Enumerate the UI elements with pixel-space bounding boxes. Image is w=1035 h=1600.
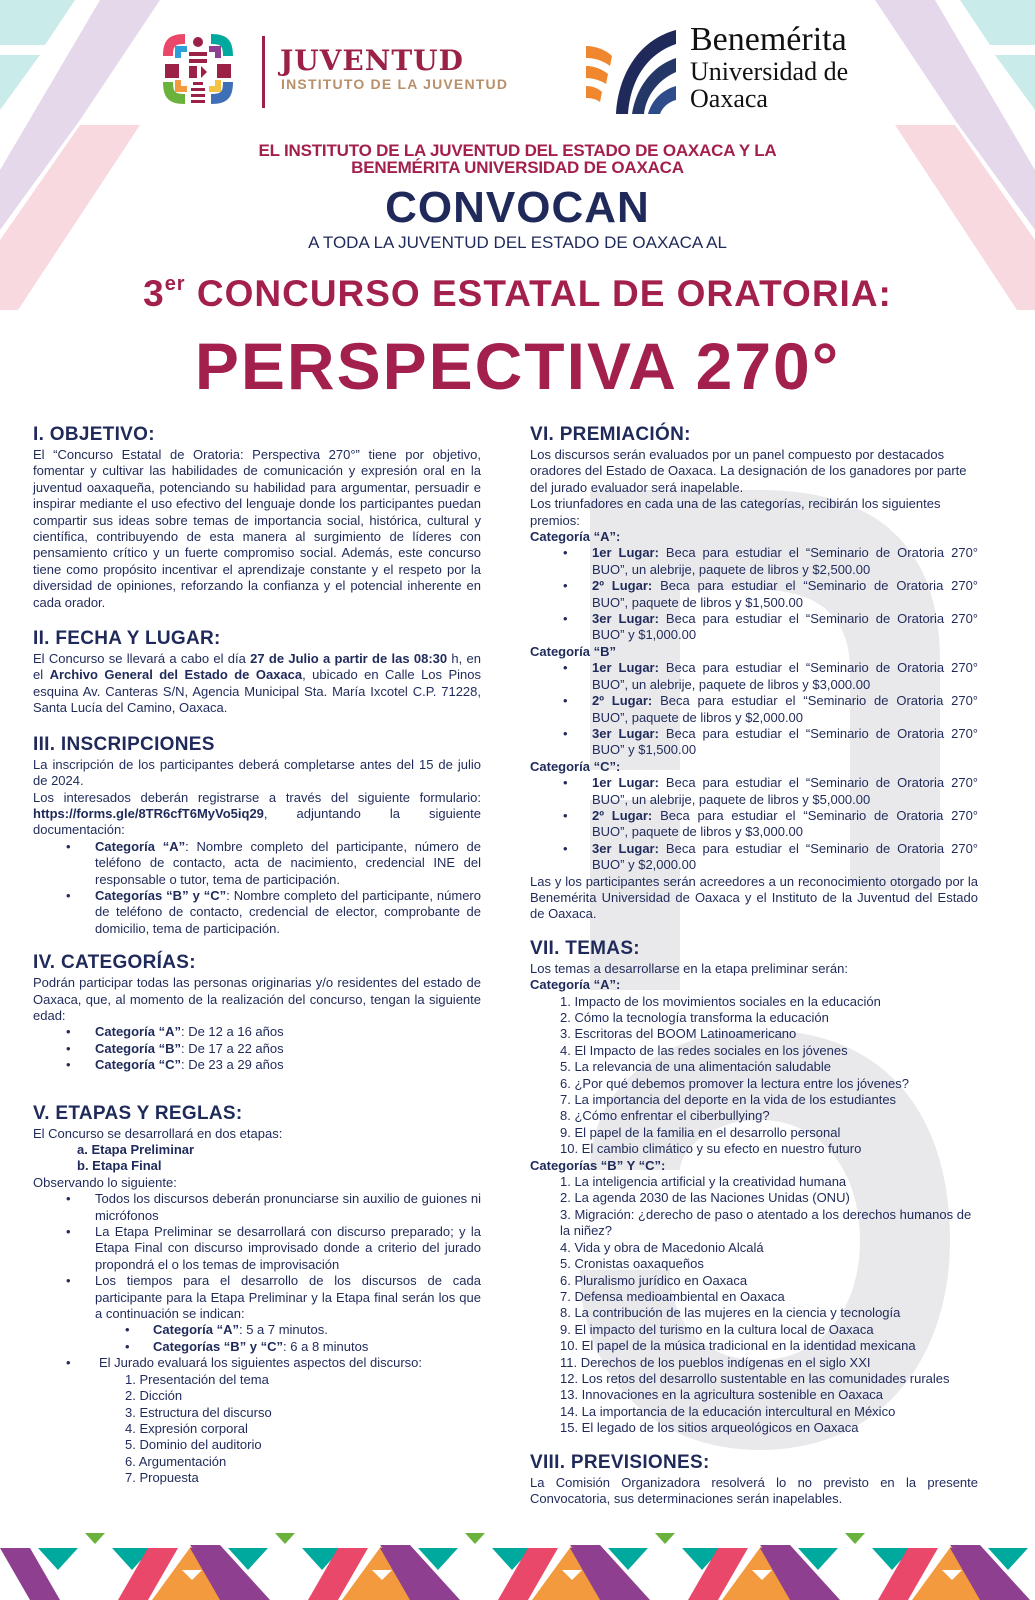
event-venue: Archivo General del Estado de Oaxaca [49, 667, 303, 683]
section-temas [530, 939, 978, 1437]
item-label: Categoría “A” [153, 1322, 239, 1338]
buo-name-line2: Universidad de [690, 56, 849, 86]
prize-category-b: Categoría “B” [530, 643, 616, 659]
edition-suffix: er [164, 273, 186, 295]
section-inscripciones [33, 735, 481, 937]
prize-text: Beca para estudiar el “Seminario de Oratoria 270° BUO”, un alebrije, paquete de libros y $2,500.00 [592, 545, 979, 577]
section-title: VI. PREMIACIÓN: [530, 424, 691, 445]
section-title: VII. TEMAS: [530, 937, 640, 959]
fecha-text-2: h, en el [33, 651, 481, 683]
prize-text: Beca para estudiar el “Seminario de Oratoria 270° BUO” y $2,000.00 [592, 840, 979, 873]
list-item: 10. El cambio climático y su efecto en nuestro futuro [560, 1141, 862, 1157]
item-text: : Nombre completo del participante, número de teléfono de contacto, acta de nacimiento, credencial INE del responsable o tutor, tema de participación. [95, 838, 481, 887]
list-item: a. Etapa Preliminar [77, 1142, 195, 1157]
list-item: 4. Expresión corporal [125, 1420, 248, 1436]
item-text: : Nombre completo del participante, número de teléfono de contacto, credencial de elector, comprobante de domicilio, tema de participación. [95, 887, 481, 936]
header-logos [0, 22, 1035, 122]
list-item: 6. ¿Por qué debemos promover la lectura entre los jóvenes? [560, 1075, 910, 1091]
list-item [530, 726, 978, 759]
time-limits-list [33, 1322, 481, 1355]
prize-category-a: Categoría “A”: [530, 529, 621, 545]
section-title: VIII. PREVISIONES: [530, 1451, 710, 1473]
list-item: 6. Pluralismo jurídico en Oaxaca [560, 1272, 748, 1288]
prize-place: 1er Lugar: [592, 660, 659, 676]
right-column [530, 425, 978, 1507]
prize-place: 3er Lugar: [592, 840, 659, 856]
list-item: 1. Presentación del tema [125, 1371, 269, 1387]
prize-place: 2º Lugar: [592, 693, 653, 709]
prize-text: Beca para estudiar el “Seminario de Oratoria 270° BUO”, paquete de libros y $1,500.00 [592, 578, 979, 610]
list-item: 5. La relevancia de una alimentación saludable [560, 1059, 832, 1075]
buo-university-name [690, 22, 848, 112]
etapas-intro: El Concurso se desarrollará en dos etapas: [33, 1125, 283, 1141]
convocan-heading: CONVOCAN [385, 183, 650, 232]
item-text: : De 12 a 16 años [180, 1024, 284, 1040]
list-item [530, 578, 978, 611]
prize-place: 3er Lugar: [592, 725, 659, 741]
list-item: 9. El papel de la familia en el desarrollo personal [560, 1124, 841, 1140]
list-item: 7. Propuesta [125, 1470, 199, 1486]
inscripciones-instructions [33, 790, 481, 839]
list-item: 3. Estructura del discurso [125, 1404, 272, 1420]
item-label: Categoría “B” [95, 1040, 181, 1056]
list-item [33, 888, 481, 937]
list-item: 4. Vida y obra de Macedonio Alcalá [560, 1239, 764, 1255]
premiacion-text-1: Los discursos serán evaluados por un panel compuesto por destacados oradores del Estado de Oaxaca. La designación de los ganadores por parte del jurado evaluador será inapelable. [530, 447, 967, 495]
section-etapas-reglas [33, 1104, 481, 1487]
prize-list-a [530, 545, 978, 643]
item-label: Categoría “C” [95, 1057, 181, 1073]
list-item [530, 660, 978, 693]
organizers-line-2: BENEMÉRITA UNIVERSIDAD DE OAXACA [351, 158, 684, 177]
section-fecha-lugar [33, 629, 481, 717]
prize-place: 3er Lugar: [592, 611, 659, 627]
registration-form-link[interactable]: https://forms.gle/8TR6cfT6MyVo5iq29 [33, 805, 264, 821]
item-label: Categoría “A” [95, 1024, 181, 1040]
inscripciones-deadline: La inscripción de los participantes deberá completarse antes del 15 de julio de 2024. [33, 756, 481, 789]
list-item [33, 1041, 481, 1057]
stages-list [33, 1142, 481, 1175]
list-item: 1. La inteligencia artificial y la creatividad humana [560, 1174, 847, 1190]
topics-list-a [530, 994, 978, 1158]
categorias-text: Podrán participar todas las personas originarias y/o residentes del estado de Oaxaca, que, al momento de la realización del concurso, tengan la siguiente edad: [33, 975, 481, 1023]
left-column [33, 425, 481, 1487]
event-date: 27 de Julio a partir de las 08:30 [250, 651, 448, 667]
previsiones-text: La Comisión Organizadora resolverá lo no previsto en la presente Convocatoria, sus determinaciones serán inapelables. [530, 1474, 978, 1506]
topics-category-a: Categoría “A”: [530, 977, 621, 993]
list-item [33, 1339, 481, 1355]
list-item: 8. La contribución de las mujeres en la ciencia y tecnología [560, 1305, 901, 1321]
fecha-text [33, 651, 481, 717]
inscripciones-text-a: Los interesados deberán registrarse a través del siguiente formulario: [33, 789, 481, 805]
evaluation-criteria-list [33, 1372, 481, 1487]
list-item: 4. El Impacto de las redes sociales en los jóvenes [560, 1042, 848, 1058]
topics-category-bc: Categorías “B” Y “C”: [530, 1157, 666, 1173]
section-title: IV. CATEGORÍAS: [33, 952, 196, 974]
item-text: : De 23 a 29 años [180, 1057, 284, 1073]
list-item: 13. Innovaciones en la agricultura sostenible en Oaxaca [560, 1387, 884, 1403]
premiacion-closing: Las y los participantes serán acreedores a un reconocimiento otorgado por la Benemérita Universidad de Oaxaca y el Instituto de la Juventud del Estado de Oaxaca. [530, 873, 978, 922]
prize-text: Beca para estudiar el “Seminario de Oratoria 270° BUO” y $1,500.00 [592, 725, 979, 758]
item-text: : 6 a 8 minutos [283, 1338, 369, 1354]
contest-name: CONCURSO ESTATAL DE ORATORIA: [196, 273, 892, 314]
instituto-juventud-logo-icon [155, 26, 241, 112]
section-title: III. INSCRIPCIONES [33, 733, 215, 755]
list-item: 12. Los retos del desarrollo sustentable en las comunidades rurales [560, 1370, 950, 1386]
list-item: 10. El papel de la música tradicional en la identidad mexicana [560, 1338, 916, 1354]
etapas-observing: Observando lo siguiente: [33, 1174, 177, 1190]
list-item: • Los tiempos para el desarrollo de los discursos de cada participante para la Etapa Preliminar y la Etapa final serán los que a continuación se indican: [33, 1273, 481, 1322]
list-item: 1. Impacto de los movimientos sociales en la educación [560, 993, 881, 1009]
item-label: Categoría “A” [95, 838, 186, 854]
list-item: 8. ¿Cómo enfrentar el ciberbullying? [560, 1108, 770, 1124]
logo-divider [262, 36, 265, 108]
list-item: 5. Cronistas oaxaqueños [560, 1256, 704, 1272]
required-documents-list [33, 839, 481, 937]
rules-list [33, 1191, 481, 1322]
list-item [33, 1322, 481, 1338]
inscripciones-text-b: , adjuntando la siguiente documentación: [33, 805, 481, 838]
prize-text: Beca para estudiar el “Seminario de Oratoria 270° BUO” y $1,000.00 [592, 611, 979, 643]
organizers-line-1: EL INSTITUTO DE LA JUVENTUD DEL ESTADO DE OAXACA Y LA [258, 141, 777, 160]
list-item: 2. Dicción [125, 1388, 183, 1404]
edition-number: 3 [143, 273, 165, 314]
prize-text: Beca para estudiar el “Seminario de Oratoria 270° BUO”, un alebrije, paquete de libros y $3,000.00 [592, 660, 979, 692]
list-item: 3. Escritoras del BOOM Latinoamericano [560, 1026, 797, 1042]
list-item [530, 808, 978, 841]
list-item [530, 775, 978, 808]
item-label: Categorías “B” y “C” [95, 887, 227, 903]
prize-place: 1er Lugar: [592, 775, 659, 791]
section-title: I. OBJETIVO: [33, 424, 155, 445]
list-item: 2. La agenda 2030 de las Naciones Unidas (ONU) [560, 1190, 850, 1206]
list-item: • Todos los discursos deberán pronunciarse sin auxilio de guiones ni micrófonos [33, 1191, 481, 1224]
prize-category-c: Categoría “C”: [530, 758, 621, 774]
temas-intro: Los temas a desarrollarse en la etapa preliminar serán: [530, 960, 848, 976]
premiacion-text-2: Los triunfadores en cada una de las categorías, recibirán los siguientes premios: [530, 496, 941, 528]
section-previsiones [530, 1453, 978, 1508]
list-item: • El Jurado evaluará los siguientes aspectos del discurso: [33, 1355, 481, 1371]
list-item: 11. Derechos de los pueblos indígenas en el siglo XXI [560, 1354, 871, 1370]
audience-line: A TODA LA JUVENTUD DEL ESTADO DE OAXACA AL [308, 233, 727, 252]
list-item: • La Etapa Preliminar se desarrollará con discurso preparado; y la Etapa Final con discurso improvisado donde a criterio del jurado propondrá el o los temas de improvisación [33, 1224, 481, 1273]
list-item: b. Etapa Final [77, 1158, 162, 1174]
list-item [530, 545, 978, 578]
decorative-bottom-border [0, 1530, 1035, 1600]
list-item [33, 839, 481, 888]
jury-list [33, 1355, 481, 1371]
prize-place: 2º Lugar: [592, 807, 653, 823]
list-item: 2. Cómo la tecnología transforma la educación [560, 1010, 829, 1025]
list-item: 7. La importancia del deporte en la vida de los estudiantes [560, 1092, 897, 1108]
list-item [530, 841, 978, 874]
fecha-text-3: , ubicado en Calle Los Pinos esquina Av. Canteras S/N, Agencia Municipal Sta. María Ixcotel C.P. 71228, Santa Lucía del Camino, Oaxaca. [33, 667, 481, 716]
list-item: 3. Migración: ¿derecho de paso o atentado a los derechos humanos de la niñez? [560, 1206, 972, 1239]
buo-name-line3: Oaxaca [690, 83, 768, 113]
contest-title [0, 273, 1035, 315]
contest-theme-title: PERSPECTIVA 270° [194, 329, 841, 403]
section-categorias [33, 953, 481, 1073]
prize-list-c [530, 775, 978, 873]
list-item: 14. La importancia de la educación intercultural en México [560, 1403, 896, 1419]
list-item: 6. Argumentación [125, 1453, 227, 1469]
prize-place: 2º Lugar: [592, 578, 653, 594]
section-title: V. ETAPAS Y REGLAS: [33, 1102, 243, 1124]
list-item [33, 1024, 481, 1040]
prize-text: Beca para estudiar el “Seminario de Oratoria 270° BUO”, un alebrije, paquete de libros y $5,000.00 [592, 775, 979, 807]
section-title: II. FECHA Y LUGAR: [33, 628, 221, 650]
fecha-text-1: El Concurso se llevará a cabo el día [33, 651, 251, 667]
list-item: 7. Defensa medioambiental en Oaxaca [560, 1288, 785, 1304]
buo-university-logo-icon [582, 26, 678, 118]
prize-place: 1er Lugar: [592, 545, 659, 561]
juventud-logo-subtitle: INSTITUTO DE LA JUVENTUD [281, 76, 509, 92]
item-text: : 5 a 7 minutos. [238, 1322, 328, 1338]
juventud-logo-title: JUVENTUD [280, 44, 464, 77]
objetivo-text: El “Concurso Estatal de Oratoria: Perspectiva 270°” tiene por objetivo, fomentar y cultivar las habilidades de comunicación y expresión oral en la juventud oaxaqueña, potenciando su habilidad para argumentar, persuadir e inspirar mediante el uso efectivo del lenguaje donde los participantes puedan compartir sus ideas sobre temas de importancia social, histórica, cultural y científica, contribuyendo de esta manera al surgimiento de líderes con pensamiento crítico y un fuerte compromiso social. Además, este concurso tiene como propósito incentivar el aprendizaje constante y el respeto por la diversidad de opiniones, reforzando la confianza y el potencial inherente en cada orador. [33, 447, 481, 610]
item-label: Categorías “B” y “C” [153, 1338, 284, 1354]
list-item [33, 1057, 481, 1073]
list-item [530, 611, 978, 644]
list-item [530, 693, 978, 726]
prize-text: Beca para estudiar el “Seminario de Oratoria 270° BUO”, paquete de libros y $2,000.00 [592, 693, 979, 725]
topics-list-bc [530, 1174, 978, 1437]
list-item: 5. Dominio del auditorio [125, 1437, 262, 1453]
buo-name-line1: Benemérita [690, 21, 847, 58]
age-categories-list [33, 1024, 481, 1073]
item-text: : De 17 a 22 años [180, 1040, 284, 1056]
list-item: 15. El legado de los sitios arqueológicos en Oaxaca [560, 1420, 859, 1436]
list-item: 9. El impacto del turismo en la cultura local de Oaxaca [560, 1321, 874, 1337]
section-premiacion [530, 425, 978, 923]
section-objetivo [33, 425, 481, 611]
prize-list-b [530, 660, 978, 758]
prize-text: Beca para estudiar el “Seminario de Oratoria 270° BUO”, paquete de libros y $3,000.00 [592, 807, 979, 840]
